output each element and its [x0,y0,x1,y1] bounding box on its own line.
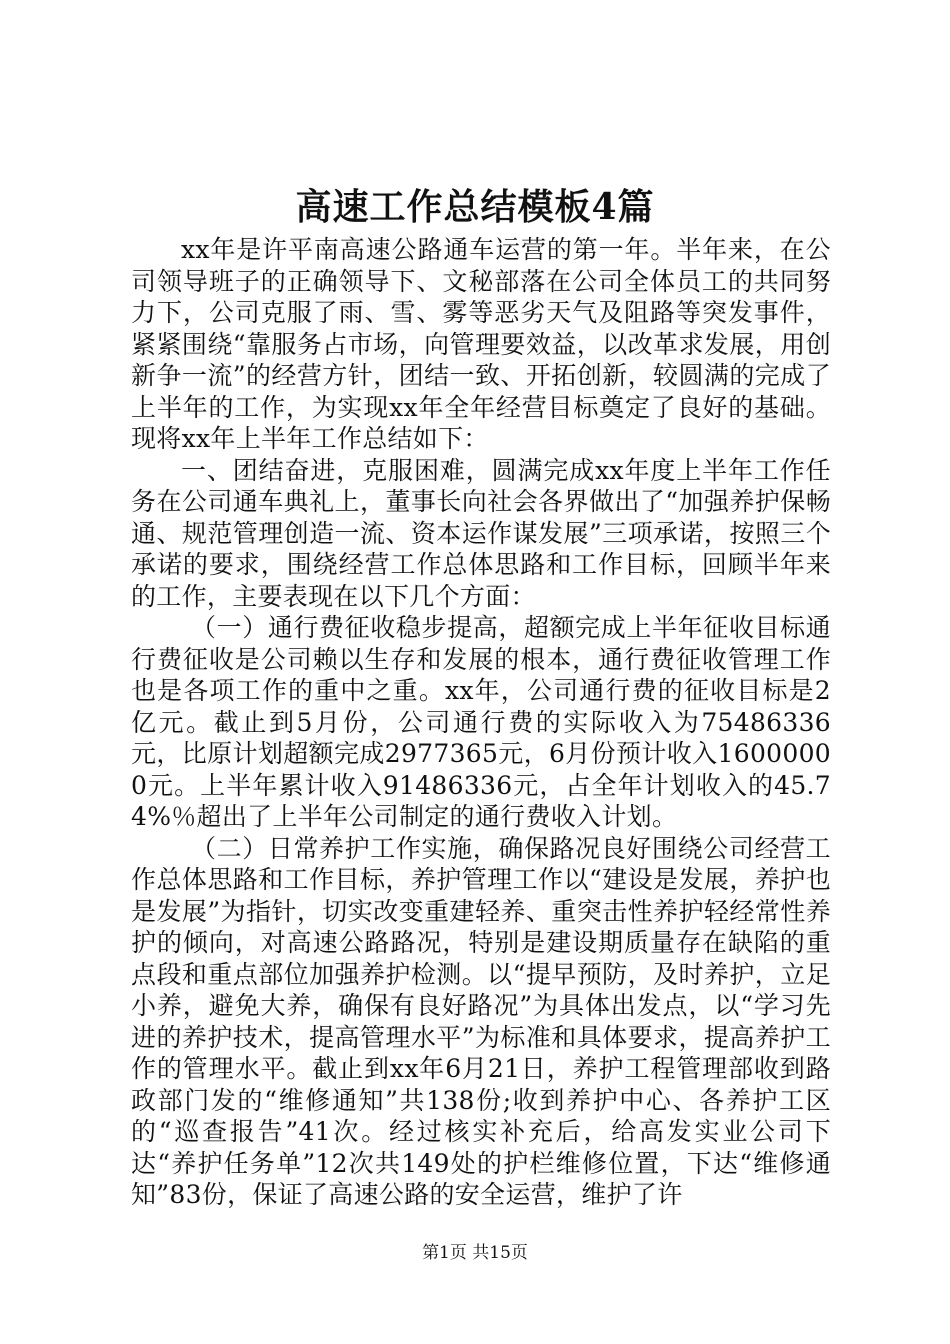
paragraph-section-1: 一、团结奋进，克服困难，圆满完成xx年度上半年工作任务在公司通车典礼上，董事长向社会各界做出了“加强养护保畅通、规范管理创造一流、资本运作谋发展”三项承诺，按照三个承诺的要求，围绕经营工作总体思路和工作目标，回顾半年来的工作，主要表现在以下几个方面： [131,455,831,611]
page-footer: 第1页 共15页 [422,1243,528,1263]
paragraph-intro: xx年是许平南高速公路通车运营的第一年。半年来，在公司领导班子的正确领导下、文秘部落在公司全体员工的共同努力下，公司克服了雨、雪、雾等恶劣天气及阻路等突发事件，紧紧围绕“靠服务占市场，向管理要效益，以改革求发展，用创新争一流”的经营方针，团结一致、开拓创新，较圆满的完成了上半年的工作，为实现xx年全年经营目标奠定了良好的基础。现将xx年上半年工作总结如下： [131,235,831,453]
document-body [131,234,831,1211]
paragraph-toll-collection: （一）通行费征收稳步提高，超额完成上半年征收目标通行费征收是公司赖以生存和发展的根本，通行费征收管理工作也是各项工作的重中之重。xx年，公司通行费的征收目标是2亿元。截止到5月份，公司通行费的实际收入为75486336元，比原计划超额完成2977365元，6月份预计收入16000000元。上半年累计收入91486336元，占全年计划收入的45.74%％超出了上半年公司制定的通行费收入计划。 [131,613,831,831]
paragraph-maintenance: （二）日常养护工作实施，确保路况良好围绕公司经营工作总体思路和工作目标，养护管理工作以“建设是发展，养护也是发展”为指针，切实改变重建轻养、重突击性养护轻经常性养护的倾向，对高速公路路况，特别是建设期质量存在缺陷的重点段和重点部位加强养护检测。以“提早预防，及时养护，立足小养，避免大养，确保有良好路况”为具体出发点，以“学习先进的养护技术，提高管理水平”为标准和具体要求，提高养护工作的管理水平。截止到xx年6月21日，养护工程管理部收到路政部门发的“维修通知”共138份;收到养护中心、各养护工区的“巡查报告”41次。经过核实补充后，给高发实业公司下达“养护任务单”12次共149处的护栏维修位置，下达“维修通知”83份，保证了高速公路的安全运营，维护了许 [131,833,831,1209]
document-title: 高速工作总结模板4篇 [295,186,655,228]
